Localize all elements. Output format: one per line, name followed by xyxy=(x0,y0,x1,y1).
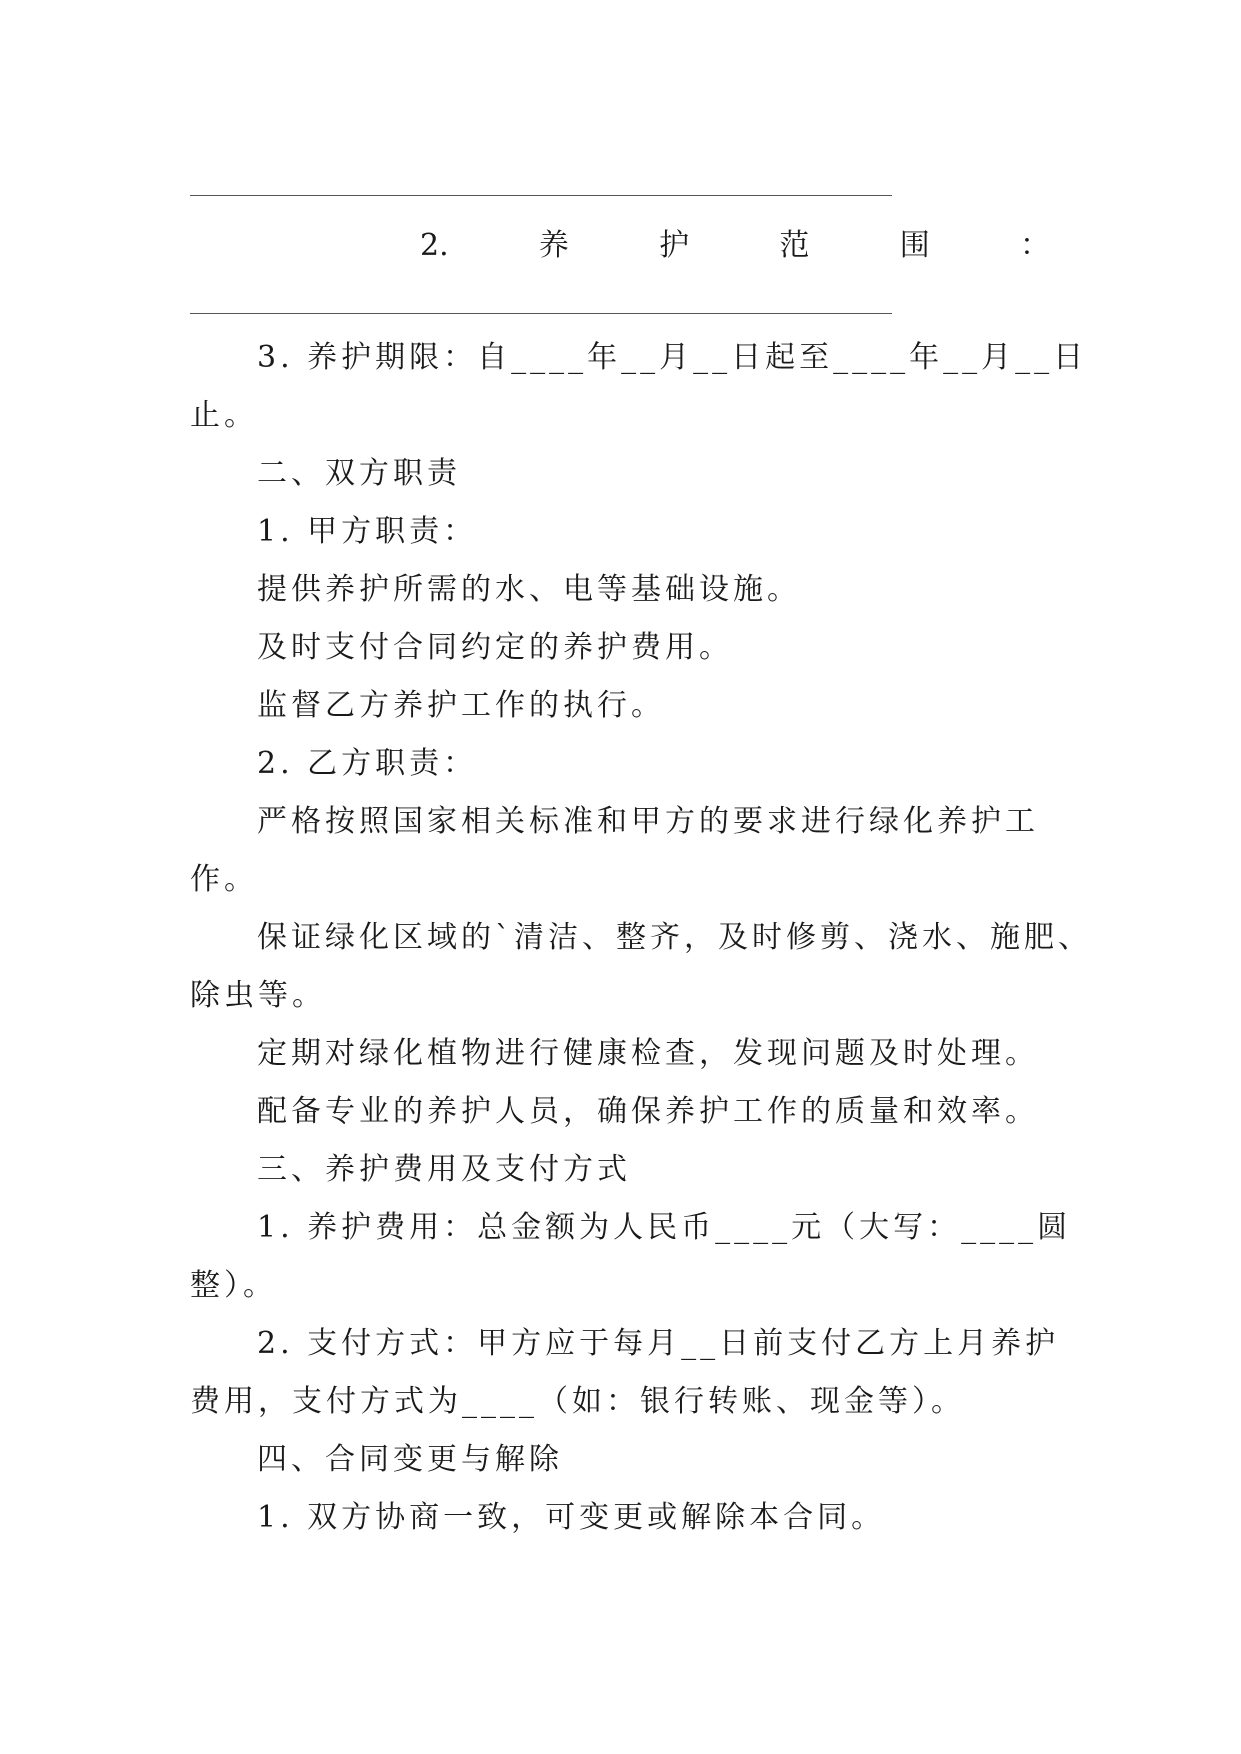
maintenance-term-line: 3. 养护期限：自____年__月__日起至____年__月__日 xyxy=(257,340,1088,375)
party-a-duty: 监督乙方养护工作的执行。 xyxy=(257,688,665,723)
payment-clause-continuation: 费用，支付方式为____（如：银行转账、现金等）。 xyxy=(190,1384,965,1419)
fill-in-underline xyxy=(190,195,892,196)
party-b-duty-continuation: 除虫等。 xyxy=(190,978,326,1013)
scope-char: 范 xyxy=(779,228,810,263)
scope-char: 围 xyxy=(899,228,930,263)
party-b-duty: 保证绿化区域的`清洁、整齐，及时修剪、浇水、施肥、 xyxy=(257,920,1092,955)
scope-number: 2. xyxy=(420,228,449,263)
party-a-duty: 提供养护所需的水、电等基础设施。 xyxy=(257,572,801,607)
change-clause: 1. 双方协商一致，可变更或解除本合同。 xyxy=(257,1500,886,1535)
payment-clause: 2. 支付方式：甲方应于每月__日前支付乙方上月养护 xyxy=(257,1326,1060,1361)
party-b-duty: 定期对绿化植物进行健康检查，发现问题及时处理。 xyxy=(257,1036,1039,1071)
party-b-duty-continuation: 作。 xyxy=(190,862,258,897)
party-b-duty: 配备专业的养护人员，确保养护工作的质量和效率。 xyxy=(257,1094,1039,1129)
maintenance-scope-heading xyxy=(420,226,1050,266)
maintenance-term-continuation: 止。 xyxy=(190,398,258,433)
party-b-heading: 2. 乙方职责： xyxy=(257,746,478,781)
fee-clause-continuation: 整）。 xyxy=(190,1268,277,1303)
fill-in-underline xyxy=(190,313,892,314)
party-a-heading: 1. 甲方职责： xyxy=(257,514,478,549)
scope-colon: ： xyxy=(1019,228,1050,263)
fee-clause: 1. 养护费用：总金额为人民币____元（大写：____圆 xyxy=(257,1210,1072,1245)
scope-char: 护 xyxy=(659,228,690,263)
section-heading: 二、双方职责 xyxy=(257,456,461,491)
party-b-duty: 严格按照国家相关标准和甲方的要求进行绿化养护工 xyxy=(257,804,1039,839)
scope-char: 养 xyxy=(538,228,569,263)
section-heading: 四、合同变更与解除 xyxy=(257,1442,563,1477)
party-a-duty: 及时支付合同约定的养护费用。 xyxy=(257,630,733,665)
section-heading: 三、养护费用及支付方式 xyxy=(257,1152,631,1187)
